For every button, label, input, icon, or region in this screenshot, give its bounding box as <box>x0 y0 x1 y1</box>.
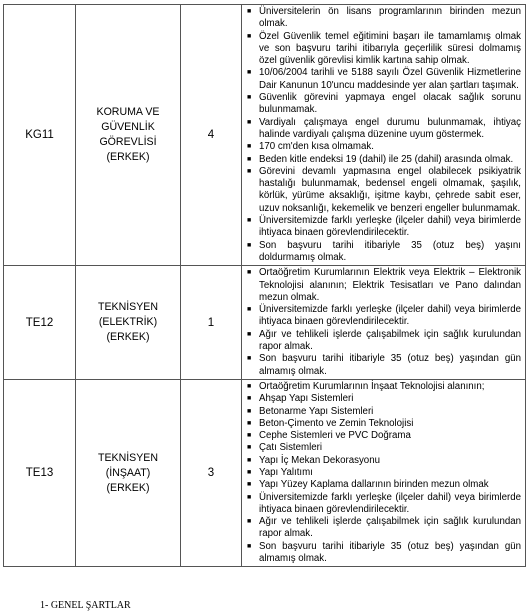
requirement-item <box>246 353 521 378</box>
square-bullet-icon: ■ <box>247 330 252 338</box>
position-code: KG11 <box>4 5 76 266</box>
positions-table <box>3 4 526 567</box>
general-conditions-heading: 1- GENEL ŞARTLAR <box>40 600 131 611</box>
requirements-list <box>246 381 521 565</box>
position-quantity: 3 <box>181 379 242 566</box>
position-title-line: (ELEKTRİK) <box>98 316 158 329</box>
position-title-line: KORUMA VE <box>96 106 160 119</box>
requirement-item <box>246 141 521 153</box>
square-bullet-icon: ■ <box>247 468 252 476</box>
position-title <box>76 266 181 380</box>
requirement-item <box>246 479 521 491</box>
position-title-line: (ERKEK) <box>106 151 150 164</box>
square-bullet-icon: ■ <box>247 493 252 501</box>
requirement-item <box>246 381 521 393</box>
position-requirements <box>242 5 526 266</box>
requirement-text: Ahşap Yapı Sistemleri <box>259 393 354 405</box>
position-title <box>76 379 181 566</box>
square-bullet-icon: ■ <box>247 32 252 40</box>
requirement-text: Betonarme Yapı Sistemleri <box>259 405 374 417</box>
requirement-item <box>246 418 521 430</box>
requirement-text: Vardiyalı çalışmaya engel durumu bulunmamak, ihtiyaç halinde vardiyalı çalışma düzenine uyum göstermek. <box>259 116 521 140</box>
requirement-item <box>246 516 521 541</box>
requirement-item <box>246 329 521 354</box>
requirement-item <box>246 467 521 479</box>
square-bullet-icon: ■ <box>247 167 252 175</box>
requirement-text: Yapı İç Mekan Dekorasyonu <box>259 454 380 466</box>
square-bullet-icon: ■ <box>247 355 252 363</box>
square-bullet-icon: ■ <box>247 143 252 151</box>
position-row <box>4 379 526 566</box>
position-title-line: GÜVENLİK <box>101 121 155 134</box>
requirement-text: Yapı Yüzey Kaplama dallarının birinden mezun olmak <box>259 479 489 491</box>
position-row <box>4 266 526 380</box>
position-title <box>76 5 181 266</box>
position-title-line: (İNŞAAT) <box>105 466 151 479</box>
position-code: TE12 <box>4 266 76 380</box>
position-title-line: (ERKEK) <box>106 331 150 344</box>
square-bullet-icon: ■ <box>247 542 252 550</box>
requirement-item <box>246 6 521 31</box>
position-requirements <box>242 266 526 380</box>
requirement-item <box>246 455 521 467</box>
requirement-item <box>246 430 521 442</box>
requirement-item <box>246 304 521 329</box>
square-bullet-icon: ■ <box>247 94 252 102</box>
requirement-item <box>246 92 521 117</box>
requirements-list <box>246 267 521 378</box>
positions-table-body <box>4 5 526 567</box>
position-quantity: 4 <box>181 5 242 266</box>
requirement-text: Çatı Sistemleri <box>259 442 322 454</box>
requirement-text: 10/06/2004 tarihli ve 5188 sayılı Özel Güvenlik Hizmetlerine Dair Kanunun 10'uncu maddesinde yer alan şartları taşımak. <box>259 67 521 91</box>
square-bullet-icon: ■ <box>247 518 252 526</box>
requirement-text: Üniversitemizde farklı yerleşke (ilçeler dahil) veya birimlerde ihtiyaca binaen görevlendirilecektir. <box>259 304 521 328</box>
position-title-line: TEKNİSYEN <box>97 451 159 464</box>
requirement-item <box>246 67 521 92</box>
square-bullet-icon: ■ <box>247 69 252 77</box>
requirement-item <box>246 166 521 215</box>
requirement-text: Ağır ve tehlikeli işlerde çalışabilmek için sağlık kurulundan rapor almak. <box>259 516 521 540</box>
square-bullet-icon: ■ <box>247 395 252 403</box>
square-bullet-icon: ■ <box>247 269 252 277</box>
requirement-text: Ağır ve tehlikeli işlerde çalışabilmek için sağlık kurulundan rapor almak. <box>259 328 521 353</box>
square-bullet-icon: ■ <box>247 444 252 452</box>
requirement-item <box>246 240 521 265</box>
requirement-text: Son başvuru tarihi itibariyle 35 (otuz beş) yaşından gün almamış olmak. <box>259 353 521 377</box>
square-bullet-icon: ■ <box>247 155 252 163</box>
requirement-text: 170 cm'den kısa olmamak. <box>259 141 374 153</box>
requirement-text: Cephe Sistemleri ve PVC Doğrama <box>259 430 411 442</box>
square-bullet-icon: ■ <box>247 217 252 225</box>
position-row <box>4 5 526 266</box>
square-bullet-icon: ■ <box>247 306 252 314</box>
square-bullet-icon: ■ <box>247 419 252 427</box>
square-bullet-icon: ■ <box>247 8 252 15</box>
requirement-text: Son başvuru tarihi itibariyle 35 (otuz beş) yaşını doldurmamış olmak. <box>259 239 521 263</box>
position-code: TE13 <box>4 379 76 566</box>
square-bullet-icon: ■ <box>247 118 252 126</box>
square-bullet-icon: ■ <box>247 481 252 489</box>
position-requirements <box>242 379 526 566</box>
requirement-text: Üniversitelerin ön lisans programlarının birinden mezun olmak. <box>259 6 521 30</box>
requirement-item <box>246 215 521 240</box>
requirement-item <box>246 406 521 418</box>
requirement-item <box>246 154 521 166</box>
position-title-line: GÖREVLİSİ <box>99 136 157 149</box>
square-bullet-icon: ■ <box>247 432 252 440</box>
requirement-item <box>246 492 521 517</box>
requirement-text: Özel Güvenlik temel eğitimini başarı ile tamamlamış olmak ve son başvuru tarihi itibarıyla geçerlilik süresi dolmamış özel güvenlik görevlisi kimlik kartına sahip olmak. <box>259 30 521 67</box>
requirement-text: Üniversitemizde farklı yerleşke (ilçeler dahil) veya birimlerde ihtiyaca binaen görevlendirilecektir. <box>259 491 521 515</box>
requirement-text: Üniversitemizde farklı yerleşke (ilçeler dahil) veya birimlerde ihtiyaca binaen görevlendirilecektir. <box>259 215 521 239</box>
requirement-text: Ortaöğretim Kurumlarının Elektrik veya Elektrik – Elektronik Teknolojisi alanının; Elektrik Tesisatları ve Pano dalından mezun olmak. <box>259 267 521 303</box>
requirement-item <box>246 31 521 68</box>
position-title-line: TEKNİSYEN <box>97 301 159 314</box>
requirement-item <box>246 117 521 142</box>
requirement-text: Güvenlik görevini yapmaya engel olacak sağlık sorunu bulunmamak. <box>259 92 521 116</box>
requirement-text: Son başvuru tarihi itibariyle 35 (otuz beş) yaşından gün almamış olmak. <box>259 540 521 565</box>
requirements-list <box>246 6 521 264</box>
square-bullet-icon: ■ <box>247 456 252 464</box>
requirement-item <box>246 393 521 405</box>
requirement-item <box>246 267 521 304</box>
square-bullet-icon: ■ <box>247 407 252 415</box>
requirement-text: Görevini devamlı yapmasına engel olabilecek psikiyatrik hastalığı bulunmamak, bedensel engeli olmamak, şaşılık, körlük, yürüme aksaklığı, işitme kaybı, çehrede sabit eser, uzuv noksanlığı, kekemelik ve benzeri engeller bulunmamak. <box>259 165 521 214</box>
square-bullet-icon: ■ <box>247 241 252 249</box>
requirement-item <box>246 442 521 454</box>
requirement-item <box>246 541 521 566</box>
requirement-text: Beden kitle endeksi 19 (dahil) ile 25 (dahil) arasında olmak. <box>259 153 514 165</box>
square-bullet-icon: ■ <box>247 382 252 390</box>
requirement-text: Beton-Çimento ve Zemin Teknolojisi <box>259 417 414 429</box>
requirement-text: Yapı Yalıtımı <box>259 466 313 478</box>
requirement-text: Ortaöğretim Kurumlarının İnşaat Teknolojisi alanının; <box>259 380 485 392</box>
position-title-line: (ERKEK) <box>106 481 150 494</box>
position-quantity: 1 <box>181 266 242 380</box>
